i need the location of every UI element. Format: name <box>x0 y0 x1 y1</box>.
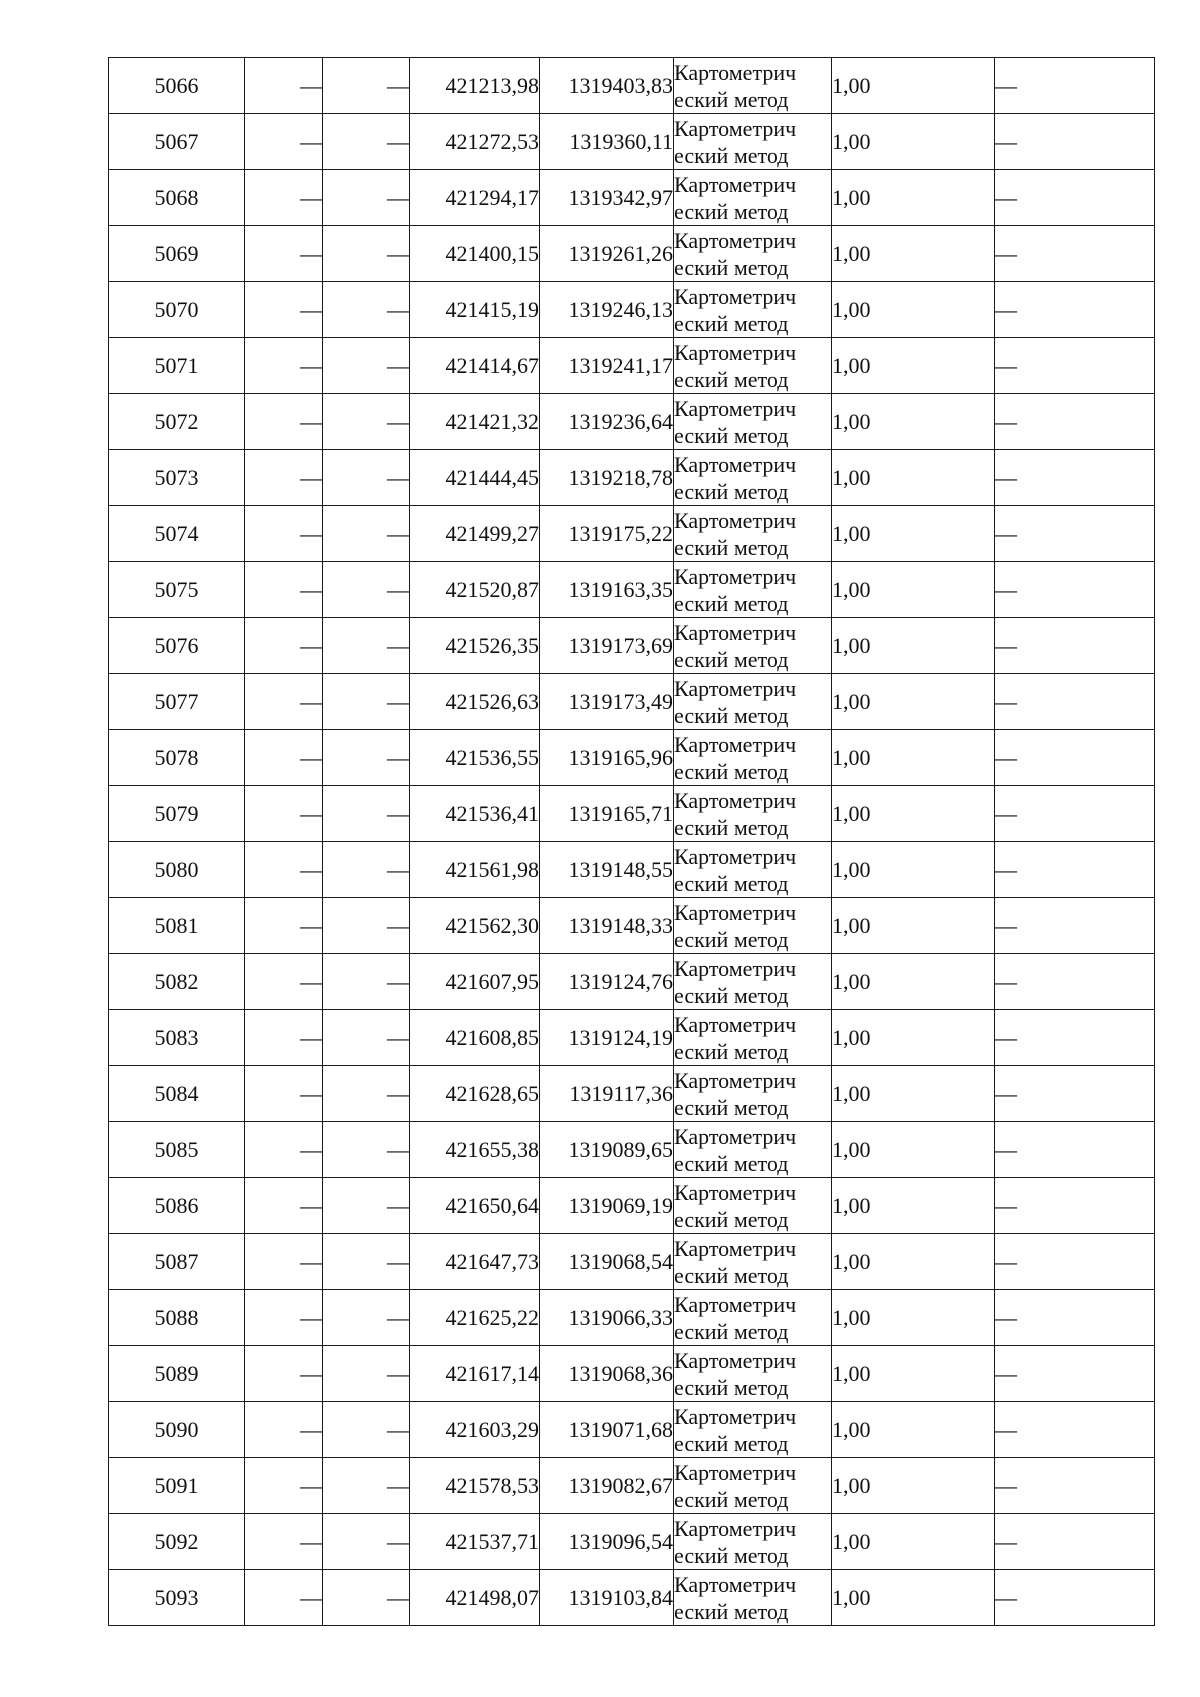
old-y-cell: — <box>323 898 410 954</box>
description-cell: — <box>995 842 1155 898</box>
x-coordinate-cell: 421213,98 <box>410 58 540 114</box>
point-number-cell: 5091 <box>109 1458 245 1514</box>
table-row <box>109 114 1155 170</box>
old-x-cell: — <box>245 1066 323 1122</box>
description-cell: — <box>995 898 1155 954</box>
y-coordinate-cell: 1319173,69 <box>540 618 674 674</box>
table-row <box>109 506 1155 562</box>
method-cell: Картометрич еский метод <box>674 618 832 674</box>
y-coordinate-cell: 1319082,67 <box>540 1458 674 1514</box>
x-coordinate-cell: 421415,19 <box>410 282 540 338</box>
x-coordinate-cell: 421625,22 <box>410 1290 540 1346</box>
method-cell: Картометрич еский метод <box>674 282 832 338</box>
old-x-cell: — <box>245 618 323 674</box>
old-y-cell: — <box>323 226 410 282</box>
point-number-cell: 5070 <box>109 282 245 338</box>
old-x-cell: — <box>245 170 323 226</box>
y-coordinate-cell: 1319096,54 <box>540 1514 674 1570</box>
point-number-cell: 5090 <box>109 1402 245 1458</box>
x-coordinate-cell: 421421,32 <box>410 394 540 450</box>
description-cell: — <box>995 394 1155 450</box>
x-coordinate-cell: 421537,71 <box>410 1514 540 1570</box>
method-cell: Картометрич еский метод <box>674 1570 832 1626</box>
point-number-cell: 5093 <box>109 1570 245 1626</box>
point-number-cell: 5089 <box>109 1346 245 1402</box>
accuracy-cell: 1,00 <box>832 1458 995 1514</box>
old-y-cell: — <box>323 1402 410 1458</box>
table-row <box>109 618 1155 674</box>
table-row <box>109 1402 1155 1458</box>
x-coordinate-cell: 421607,95 <box>410 954 540 1010</box>
table-row <box>109 842 1155 898</box>
description-cell: — <box>995 282 1155 338</box>
old-x-cell: — <box>245 1514 323 1570</box>
old-y-cell: — <box>323 954 410 1010</box>
method-cell: Картометрич еский метод <box>674 1066 832 1122</box>
y-coordinate-cell: 1319403,83 <box>540 58 674 114</box>
x-coordinate-cell: 421608,85 <box>410 1010 540 1066</box>
y-coordinate-cell: 1319163,35 <box>540 562 674 618</box>
old-x-cell: — <box>245 282 323 338</box>
x-coordinate-cell: 421526,35 <box>410 618 540 674</box>
x-coordinate-cell: 421655,38 <box>410 1122 540 1178</box>
y-coordinate-cell: 1319124,76 <box>540 954 674 1010</box>
x-coordinate-cell: 421526,63 <box>410 674 540 730</box>
table-row <box>109 394 1155 450</box>
point-number-cell: 5084 <box>109 1066 245 1122</box>
point-number-cell: 5077 <box>109 674 245 730</box>
y-coordinate-cell: 1319124,19 <box>540 1010 674 1066</box>
method-cell: Картометрич еский метод <box>674 1122 832 1178</box>
description-cell: — <box>995 618 1155 674</box>
x-coordinate-cell: 421499,27 <box>410 506 540 562</box>
point-number-cell: 5082 <box>109 954 245 1010</box>
description-cell: — <box>995 1010 1155 1066</box>
table-row <box>109 282 1155 338</box>
accuracy-cell: 1,00 <box>832 1066 995 1122</box>
y-coordinate-cell: 1319360,11 <box>540 114 674 170</box>
old-y-cell: — <box>323 1178 410 1234</box>
old-x-cell: — <box>245 338 323 394</box>
old-y-cell: — <box>323 170 410 226</box>
table-row <box>109 954 1155 1010</box>
description-cell: — <box>995 1234 1155 1290</box>
accuracy-cell: 1,00 <box>832 954 995 1010</box>
old-y-cell: — <box>323 1570 410 1626</box>
old-y-cell: — <box>323 394 410 450</box>
description-cell: — <box>995 562 1155 618</box>
table-row <box>109 450 1155 506</box>
old-x-cell: — <box>245 1010 323 1066</box>
point-number-cell: 5072 <box>109 394 245 450</box>
description-cell: — <box>995 58 1155 114</box>
point-number-cell: 5092 <box>109 1514 245 1570</box>
x-coordinate-cell: 421603,29 <box>410 1402 540 1458</box>
accuracy-cell: 1,00 <box>832 674 995 730</box>
old-x-cell: — <box>245 450 323 506</box>
accuracy-cell: 1,00 <box>832 1570 995 1626</box>
accuracy-cell: 1,00 <box>832 1402 995 1458</box>
method-cell: Картометрич еский метод <box>674 1514 832 1570</box>
table-body <box>109 58 1155 1626</box>
old-x-cell: — <box>245 1290 323 1346</box>
method-cell: Картометрич еский метод <box>674 954 832 1010</box>
x-coordinate-cell: 421520,87 <box>410 562 540 618</box>
old-y-cell: — <box>323 1346 410 1402</box>
old-y-cell: — <box>323 562 410 618</box>
old-x-cell: — <box>245 1122 323 1178</box>
old-y-cell: — <box>323 1514 410 1570</box>
table-row <box>109 1122 1155 1178</box>
old-y-cell: — <box>323 1234 410 1290</box>
old-x-cell: — <box>245 1402 323 1458</box>
accuracy-cell: 1,00 <box>832 282 995 338</box>
description-cell: — <box>995 730 1155 786</box>
x-coordinate-cell: 421272,53 <box>410 114 540 170</box>
y-coordinate-cell: 1319089,65 <box>540 1122 674 1178</box>
method-cell: Картометрич еский метод <box>674 1458 832 1514</box>
description-cell: — <box>995 1122 1155 1178</box>
method-cell: Картометрич еский метод <box>674 786 832 842</box>
x-coordinate-cell: 421578,53 <box>410 1458 540 1514</box>
old-y-cell: — <box>323 786 410 842</box>
method-cell: Картометрич еский метод <box>674 1402 832 1458</box>
point-number-cell: 5067 <box>109 114 245 170</box>
description-cell: — <box>995 786 1155 842</box>
table-row <box>109 1570 1155 1626</box>
accuracy-cell: 1,00 <box>832 1514 995 1570</box>
old-y-cell: — <box>323 506 410 562</box>
accuracy-cell: 1,00 <box>832 1122 995 1178</box>
old-x-cell: — <box>245 226 323 282</box>
method-cell: Картометрич еский метод <box>674 114 832 170</box>
method-cell: Картометрич еский метод <box>674 1290 832 1346</box>
y-coordinate-cell: 1319342,97 <box>540 170 674 226</box>
method-cell: Картометрич еский метод <box>674 338 832 394</box>
y-coordinate-cell: 1319068,54 <box>540 1234 674 1290</box>
y-coordinate-cell: 1319148,33 <box>540 898 674 954</box>
accuracy-cell: 1,00 <box>832 450 995 506</box>
old-y-cell: — <box>323 1010 410 1066</box>
description-cell: — <box>995 1346 1155 1402</box>
point-number-cell: 5068 <box>109 170 245 226</box>
method-cell: Картометрич еский метод <box>674 226 832 282</box>
y-coordinate-cell: 1319117,36 <box>540 1066 674 1122</box>
table-row <box>109 1010 1155 1066</box>
old-x-cell: — <box>245 394 323 450</box>
old-y-cell: — <box>323 1122 410 1178</box>
table-row <box>109 674 1155 730</box>
old-x-cell: — <box>245 730 323 786</box>
description-cell: — <box>995 1570 1155 1626</box>
description-cell: — <box>995 674 1155 730</box>
y-coordinate-cell: 1319066,33 <box>540 1290 674 1346</box>
description-cell: — <box>995 1066 1155 1122</box>
point-number-cell: 5080 <box>109 842 245 898</box>
table-row <box>109 58 1155 114</box>
accuracy-cell: 1,00 <box>832 1290 995 1346</box>
old-x-cell: — <box>245 786 323 842</box>
old-x-cell: — <box>245 506 323 562</box>
table-row <box>109 1234 1155 1290</box>
description-cell: — <box>995 338 1155 394</box>
accuracy-cell: 1,00 <box>832 786 995 842</box>
point-number-cell: 5074 <box>109 506 245 562</box>
coordinates-table <box>108 57 1155 1626</box>
table-row <box>109 1458 1155 1514</box>
method-cell: Картометрич еский метод <box>674 674 832 730</box>
old-x-cell: — <box>245 1178 323 1234</box>
old-x-cell: — <box>245 954 323 1010</box>
x-coordinate-cell: 421536,55 <box>410 730 540 786</box>
table-row <box>109 1514 1155 1570</box>
description-cell: — <box>995 1402 1155 1458</box>
accuracy-cell: 1,00 <box>832 394 995 450</box>
method-cell: Картометрич еский метод <box>674 730 832 786</box>
method-cell: Картометрич еский метод <box>674 58 832 114</box>
description-cell: — <box>995 1178 1155 1234</box>
old-y-cell: — <box>323 1458 410 1514</box>
point-number-cell: 5085 <box>109 1122 245 1178</box>
x-coordinate-cell: 421498,07 <box>410 1570 540 1626</box>
description-cell: — <box>995 1458 1155 1514</box>
old-y-cell: — <box>323 282 410 338</box>
old-x-cell: — <box>245 562 323 618</box>
point-number-cell: 5071 <box>109 338 245 394</box>
y-coordinate-cell: 1319218,78 <box>540 450 674 506</box>
accuracy-cell: 1,00 <box>832 842 995 898</box>
table-row <box>109 1290 1155 1346</box>
y-coordinate-cell: 1319261,26 <box>540 226 674 282</box>
y-coordinate-cell: 1319148,55 <box>540 842 674 898</box>
accuracy-cell: 1,00 <box>832 338 995 394</box>
point-number-cell: 5073 <box>109 450 245 506</box>
coordinates-table-page <box>108 57 1154 1626</box>
y-coordinate-cell: 1319173,49 <box>540 674 674 730</box>
table-row <box>109 730 1155 786</box>
description-cell: — <box>995 506 1155 562</box>
accuracy-cell: 1,00 <box>832 506 995 562</box>
old-y-cell: — <box>323 842 410 898</box>
x-coordinate-cell: 421617,14 <box>410 1346 540 1402</box>
point-number-cell: 5078 <box>109 730 245 786</box>
x-coordinate-cell: 421628,65 <box>410 1066 540 1122</box>
accuracy-cell: 1,00 <box>832 1010 995 1066</box>
y-coordinate-cell: 1319165,96 <box>540 730 674 786</box>
y-coordinate-cell: 1319103,84 <box>540 1570 674 1626</box>
old-y-cell: — <box>323 1066 410 1122</box>
description-cell: — <box>995 954 1155 1010</box>
y-coordinate-cell: 1319069,19 <box>540 1178 674 1234</box>
old-x-cell: — <box>245 842 323 898</box>
method-cell: Картометрич еский метод <box>674 1178 832 1234</box>
point-number-cell: 5083 <box>109 1010 245 1066</box>
y-coordinate-cell: 1319246,13 <box>540 282 674 338</box>
point-number-cell: 5086 <box>109 1178 245 1234</box>
old-x-cell: — <box>245 1458 323 1514</box>
old-y-cell: — <box>323 450 410 506</box>
x-coordinate-cell: 421400,15 <box>410 226 540 282</box>
accuracy-cell: 1,00 <box>832 730 995 786</box>
accuracy-cell: 1,00 <box>832 562 995 618</box>
accuracy-cell: 1,00 <box>832 898 995 954</box>
old-y-cell: — <box>323 1290 410 1346</box>
method-cell: Картометрич еский метод <box>674 1234 832 1290</box>
old-y-cell: — <box>323 674 410 730</box>
x-coordinate-cell: 421536,41 <box>410 786 540 842</box>
y-coordinate-cell: 1319165,71 <box>540 786 674 842</box>
y-coordinate-cell: 1319068,36 <box>540 1346 674 1402</box>
accuracy-cell: 1,00 <box>832 1178 995 1234</box>
point-number-cell: 5081 <box>109 898 245 954</box>
method-cell: Картометрич еский метод <box>674 842 832 898</box>
old-x-cell: — <box>245 1570 323 1626</box>
point-number-cell: 5087 <box>109 1234 245 1290</box>
y-coordinate-cell: 1319071,68 <box>540 1402 674 1458</box>
old-y-cell: — <box>323 338 410 394</box>
table-row <box>109 338 1155 394</box>
method-cell: Картометрич еский метод <box>674 1010 832 1066</box>
description-cell: — <box>995 226 1155 282</box>
old-y-cell: — <box>323 114 410 170</box>
old-x-cell: — <box>245 674 323 730</box>
old-y-cell: — <box>323 730 410 786</box>
table-row <box>109 898 1155 954</box>
method-cell: Картометрич еский метод <box>674 562 832 618</box>
method-cell: Картометрич еский метод <box>674 170 832 226</box>
point-number-cell: 5075 <box>109 562 245 618</box>
accuracy-cell: 1,00 <box>832 618 995 674</box>
description-cell: — <box>995 1514 1155 1570</box>
table-row <box>109 1066 1155 1122</box>
description-cell: — <box>995 114 1155 170</box>
method-cell: Картометрич еский метод <box>674 450 832 506</box>
accuracy-cell: 1,00 <box>832 1346 995 1402</box>
description-cell: — <box>995 450 1155 506</box>
old-x-cell: — <box>245 1234 323 1290</box>
old-y-cell: — <box>323 618 410 674</box>
table-row <box>109 786 1155 842</box>
accuracy-cell: 1,00 <box>832 114 995 170</box>
point-number-cell: 5066 <box>109 58 245 114</box>
accuracy-cell: 1,00 <box>832 170 995 226</box>
x-coordinate-cell: 421562,30 <box>410 898 540 954</box>
x-coordinate-cell: 421294,17 <box>410 170 540 226</box>
old-x-cell: — <box>245 898 323 954</box>
method-cell: Картометрич еский метод <box>674 394 832 450</box>
x-coordinate-cell: 421414,67 <box>410 338 540 394</box>
old-x-cell: — <box>245 1346 323 1402</box>
description-cell: — <box>995 170 1155 226</box>
x-coordinate-cell: 421647,73 <box>410 1234 540 1290</box>
y-coordinate-cell: 1319175,22 <box>540 506 674 562</box>
y-coordinate-cell: 1319236,64 <box>540 394 674 450</box>
accuracy-cell: 1,00 <box>832 1234 995 1290</box>
accuracy-cell: 1,00 <box>832 58 995 114</box>
table-row <box>109 170 1155 226</box>
point-number-cell: 5088 <box>109 1290 245 1346</box>
old-x-cell: — <box>245 58 323 114</box>
old-x-cell: — <box>245 114 323 170</box>
method-cell: Картометрич еский метод <box>674 898 832 954</box>
x-coordinate-cell: 421650,64 <box>410 1178 540 1234</box>
x-coordinate-cell: 421444,45 <box>410 450 540 506</box>
y-coordinate-cell: 1319241,17 <box>540 338 674 394</box>
point-number-cell: 5069 <box>109 226 245 282</box>
x-coordinate-cell: 421561,98 <box>410 842 540 898</box>
table-row <box>109 226 1155 282</box>
point-number-cell: 5079 <box>109 786 245 842</box>
method-cell: Картометрич еский метод <box>674 506 832 562</box>
old-y-cell: — <box>323 58 410 114</box>
table-row <box>109 1346 1155 1402</box>
accuracy-cell: 1,00 <box>832 226 995 282</box>
description-cell: — <box>995 1290 1155 1346</box>
table-row <box>109 562 1155 618</box>
point-number-cell: 5076 <box>109 618 245 674</box>
method-cell: Картометрич еский метод <box>674 1346 832 1402</box>
table-row <box>109 1178 1155 1234</box>
